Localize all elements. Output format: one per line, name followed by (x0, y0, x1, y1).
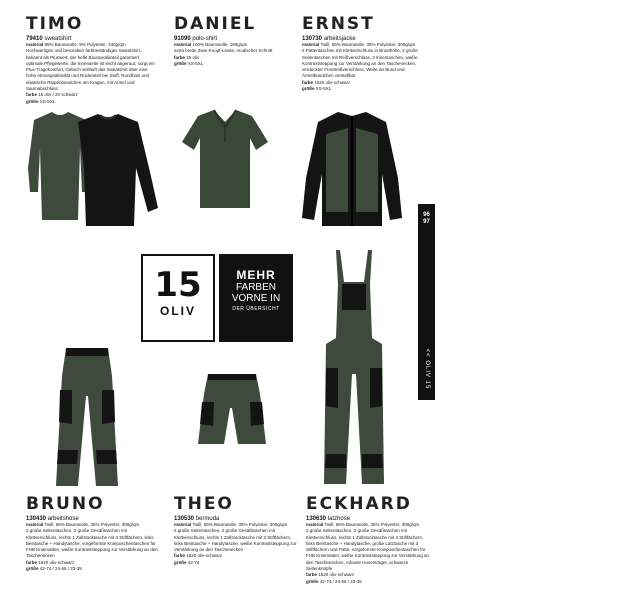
color-number-box (141, 254, 215, 342)
product-code: 130630 (306, 516, 327, 522)
product-description: 2 Pattentaschen mit Klettverschluss in Brusthöhe, 2 große Seitentaschen mit Reißverschluss, 2 Innentaschen, weiße Kontraststeppung zur Verstärkung an den Taschenecken, verdeckter Frontreißverschluss, Weite an Bund und Ärmelbündchen verstellbar (302, 48, 418, 79)
product-material: 100% Baumwolle, 180g/qm (192, 42, 248, 47)
color-number: 15 (154, 265, 202, 305)
product-code: 79410 (26, 36, 43, 42)
product-type: arbeitsjacke (323, 36, 356, 42)
product-color: 1520 oliv-schwarz (186, 553, 223, 559)
product-size: XS-5XL (187, 60, 204, 66)
product-description: 2 große Seitentaschen, 2 große Gesäßtaschen mit Klettverschluss, rechts 1 Zollstocktasche mit 3 Stiftfächern, links Beintasche + Handytasche, vorgeformte Knieposchentaschen für FHB Kniematten, weiße Kontraststeppung zur Verstärkung an den Taschenecken (26, 528, 158, 559)
product-code: 130530 (174, 516, 195, 522)
page-number-96: 96 (423, 212, 430, 218)
product-code: 91090 (174, 36, 191, 42)
product-size: 42-74 / 24-56 / 23-35 (319, 578, 362, 584)
product-type: polo-shirt (192, 36, 218, 42)
theo-shorts-image (196, 372, 268, 448)
product-material: Twill, 65% Baumwolle, 35% Polyester, 300g/qm (320, 42, 416, 47)
color-name: OLIV (159, 304, 196, 318)
more-colors-banner (219, 254, 293, 342)
product-name: THEO (174, 494, 234, 514)
page-index-tab (418, 204, 435, 400)
product-eckhard: ECKHARD 130630 latzhose material Twill, 65% Baumwolle, 35% Polyester, 300g/qm 2 große Seitentaschen, 2 große Gesäßtaschen mit Klettverschluss, rechts 1 Zollstocktasche mit 3 Stiftfächern, links Beintasche + Handytasche, große Latztasche mit 3 Stiftfächern und Patte, vorgeformte Knieposchentaschen für FHB Kniematten, weiße Kontraststeppung zur Verstärkung an den Taschenecken, robuste Hosenträger, schwarze Seitenknöpfe farbe 1520 oliv-schwarz größe 42-74 / 24-56 / 23-35 (306, 494, 430, 584)
product-description: 2 große Seitentaschen, 2 große Gesäßtaschen mit Klettverschluss, rechts 1 Zollstocktasche mit 3 Stiftfächern, links Beintasche + Handytasche, weiße Kontraststeppung zur Verstärkung an den Taschenecken (174, 528, 297, 553)
product-ernst: ERNST 130730 arbeitsjacke material Twill, 65% Baumwolle, 35% Polyester, 300g/qm 2 Pattentaschen mit Klettverschluss in Brusthöhe, 2 große Seitentaschen mit Reißverschluss, 2 Innentaschen, weiße Kontraststeppung zur Verstärkung an den Taschenecken, verdeckter Frontreißverschluss, Weite an Bund und Ärmelbündchen verstellbar farbe 1520 oliv-schwarz größe XS-5XL (302, 14, 424, 92)
product-name: DANIEL (174, 14, 257, 34)
product-code: 130430 (26, 516, 47, 522)
product-color: 1520 oliv-schwarz (318, 572, 355, 578)
product-size: 42-74 / 24-56 / 23-35 (39, 566, 82, 572)
eckhard-bib-overall-image (314, 248, 394, 488)
product-description: Hochwertiges und besonders farbbeständiges Sweatshirt, bekannt als Pluswert, der helle Baumwollanteil garantiert optimale Pflegewerte, die Innenseite ist leicht angeraut, sorgt ein Plus-Tragekomfort, Gebsch verläuft das Sweatshirt über eine hohe Atmungsaktivität und Rückenteil bei Stoff, Rundhals und elastische Rippenbündchen am Kragen, mit Armel und Saumabschluss (26, 48, 155, 92)
product-material: Twill, 65% Baumwolle, 35% Polyester, 300g/qm (192, 522, 288, 527)
product-name: BRUNO (26, 494, 105, 514)
product-color: 1520 oliv-schwarz (314, 79, 351, 85)
color-index-label: << OLIV 15 (423, 348, 430, 390)
promo-line-2: FARBEN (235, 282, 276, 293)
product-type: latzhose (327, 516, 351, 522)
product-size: XS-5XL (315, 86, 332, 92)
product-type: sweatshirt (44, 36, 72, 42)
product-name: ECKHARD (306, 494, 412, 514)
product-description: 2 große Seitentaschen, 2 große Gesäßtaschen mit Klettverschluss, rechts 1 Zollstocktasche mit 3 Stiftfächern, links Beintasche + Handytasche, große Latztasche mit 3 Stiftfächern und Patte, vorgeformte Knieposchentaschen für FHB Kniematten, weiße Kontraststeppung zur Verstärkung an den Taschenecken, robuste Hosenträger, schwarze Seitenknöpfe (306, 528, 430, 572)
product-size: 42-74 (187, 559, 200, 565)
promo-line-1: MEHR (236, 268, 276, 282)
product-color: 1520 oliv-schwarz (38, 559, 75, 565)
product-name: TIMO (26, 14, 84, 34)
product-size: XS-5XL (39, 98, 56, 104)
product-type: bermuda (195, 516, 220, 522)
promo-line-3: VORNE IN (231, 293, 281, 304)
product-timo: TIMO 79410 sweatshirt material 95% Baumwolle, 5% Polyester, 340g/qm Hochwertiges und besonders farbbeständiges Sweatshirt, bekannt als Pluswert, der helle Baumwollanteil garantiert optimale Pflegewerte, die Innenseite ist leicht angeraut, sorgt ein Plus-Tragekomfort, Gebsch verläuft das Sweatshirt über eine hohe Atmungsaktivität und Rückenteil bei Stoff, Rundhals und elastische Rippenbündchen am Kragen, mit Armel und Saumabschluss farbe 15 oliv / 20 schwarz größe XS-5XL (26, 14, 155, 104)
product-theo: THEO 130530 bermuda material Twill, 65% Baumwolle, 35% Polyester, 300g/qm 2 große Seitentaschen, 2 große Gesäßtaschen mit Klettverschluss, rechts 1 Zollstocktasche mit 3 Stiftfächern, links Beintasche + Handytasche, weiße Kontraststeppung zur Verstärkung an den Taschenecken farbe 1520 oliv-schwarz größe 42-74 (174, 494, 297, 565)
product-type: arbeitshose (47, 516, 79, 522)
timo-sweatshirts-image (20, 108, 162, 230)
daniel-polo-image (180, 108, 270, 212)
ernst-jacket-image (298, 108, 406, 232)
product-color: 15 oliv (186, 54, 200, 60)
product-material: 95% Baumwolle, 5% Polyester, 340g/qm (44, 42, 126, 47)
promo-more-colors (141, 254, 293, 342)
product-material: Twill, 65% Baumwolle, 35% Polyester, 300g/qm (44, 522, 140, 527)
bruno-trousers-image (52, 346, 122, 490)
page-number-97: 97 (423, 219, 430, 225)
product-color: 15 oliv / 20 schwarz (38, 92, 78, 98)
product-description: extra breite Zwei-Knopf-Leiste, modischer Schnitt (174, 48, 273, 54)
product-name: ERNST (302, 14, 375, 34)
product-daniel: DANIEL 91090 polo-shirt material 100% Baumwolle, 180g/qm extra breite Zwei-Knopf-Leiste, modischer Schnitt farbe 15 oliv größe XS-5XL (174, 14, 284, 67)
promo-line-4: DER ÜBERSICHT (232, 306, 280, 312)
product-code: 130730 (302, 36, 323, 42)
product-bruno: BRUNO 130430 arbeitshose material Twill, 65% Baumwolle, 35% Polyester, 300g/qm 2 große Seitentaschen, 2 große Gesäßtaschen mit Klettverschluss, rechts 1 Zollstocktasche mit 3 Stiftfächern, links Beintasche + Handytasche, vorgeformte Knieposchentaschen für FHB Kniematten, weiße Kontraststeppung zur Verstärkung an den Taschenecken farbe 1520 oliv-schwarz größe 42-74 / 24-56 / 23-35 (26, 494, 158, 572)
product-material: Twill, 65% Baumwolle, 35% Polyester, 300g/qm (324, 522, 420, 527)
